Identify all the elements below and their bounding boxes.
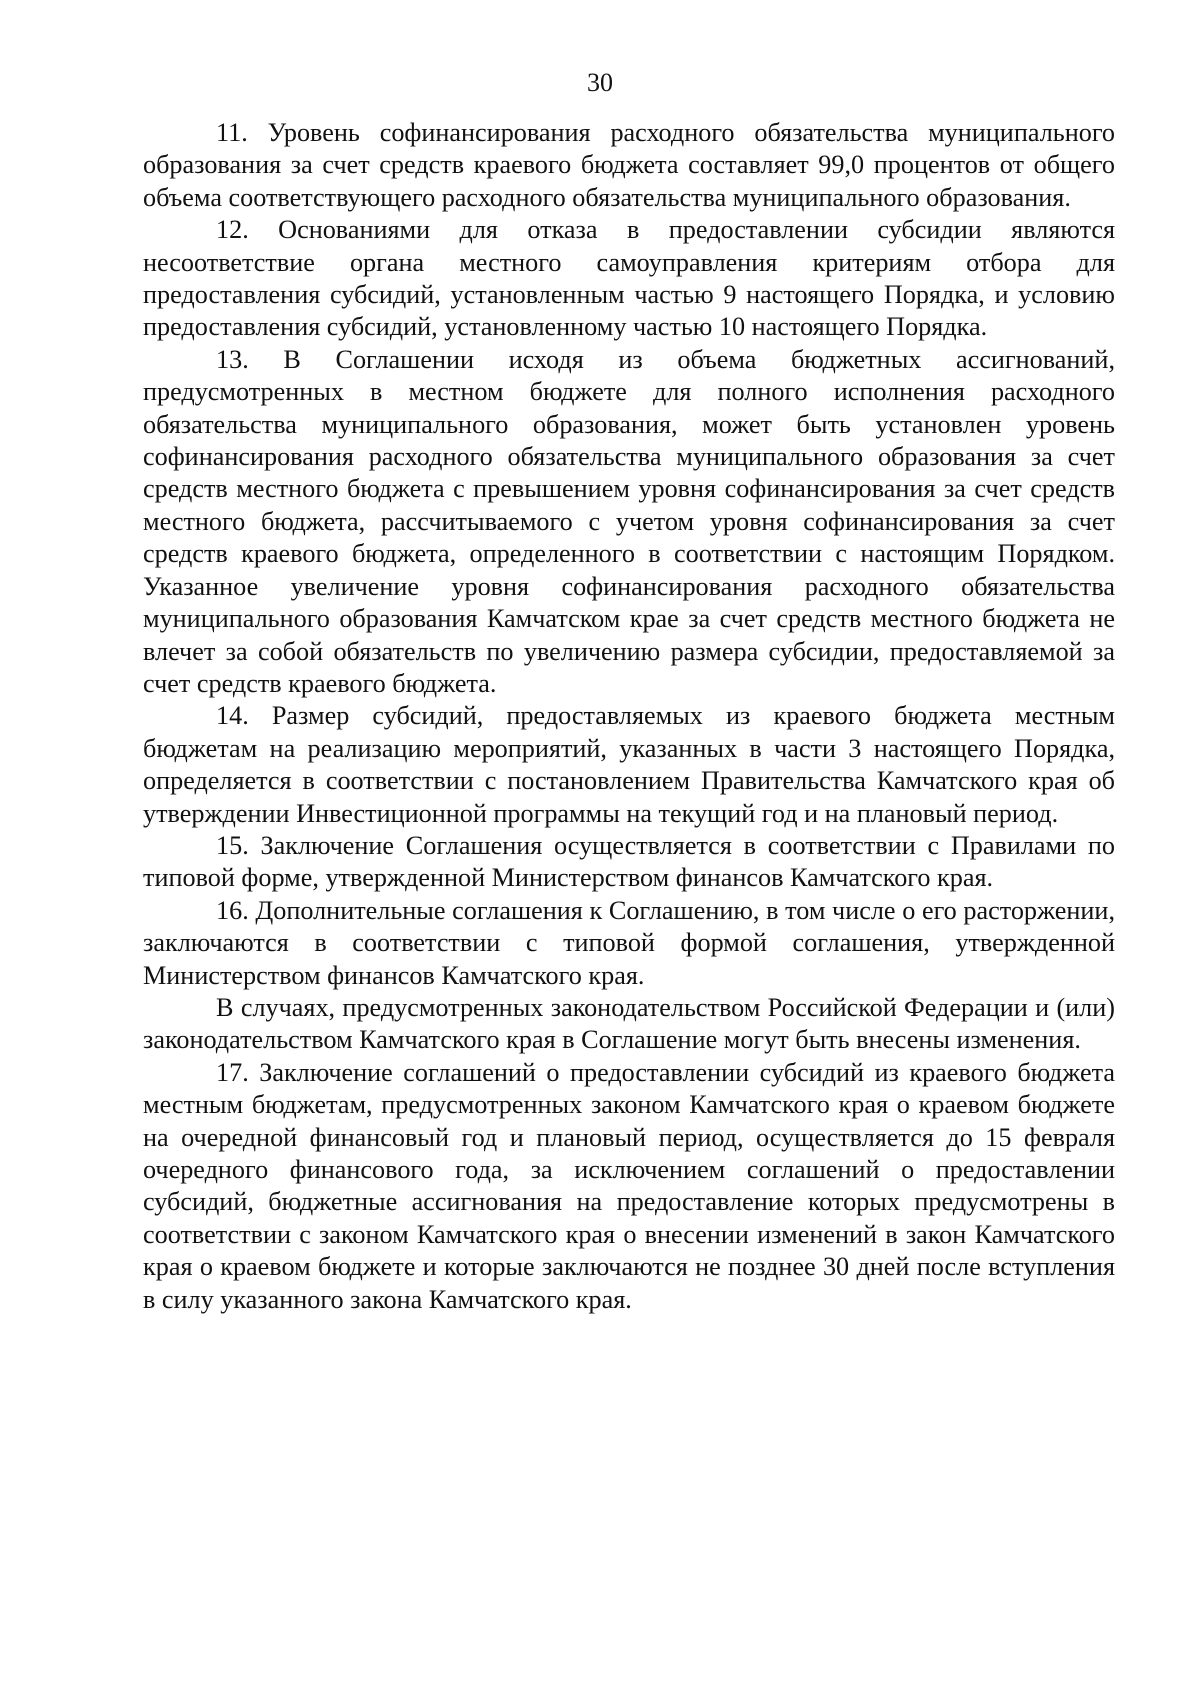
paragraph-15: 15. Заключение Соглашения осуществляется в соответствии с Правилами по типовой форме, утвержденной Министерством финансов Камчатского края. [143, 830, 1115, 893]
paragraph-17: 17. Заключение соглашений о предоставлении субсидий из краевого бюджета местным бюджетам, предусмотренных законом Камчатского края о краевом бюджете на очередной финансовый год и плановый период, осуществляется до 15 февраля очередного финансового года, за исключением соглашений о предоставлении субсидий, бюджетные ассигнования на предоставление которых предусмотрены в соответствии с законом Камчатского края о внесении изменений в закон Камчатского края о краевом бюджете и которые заключаются не позднее 30 дней после вступления в силу указанного закона Камчатского края. [143, 1057, 1115, 1314]
paragraph-14: 14. Размер субсидий, предоставляемых из краевого бюджета местным бюджетам на реализацию мероприятий, указанных в части 3 настоящего Порядка, определяется в соответствии с постановлением Правительства Камчатского края об утверждении Инвестиционной программы на текущий год и на плановый период. [143, 701, 1115, 828]
paragraph-11: 11. Уровень софинансирования расходного обязательства муниципального образования за счет средств краевого бюджета составляет 99,0 процентов от общего объема соответствующего расходного обязательства муниципального образования. [143, 118, 1115, 212]
paragraph-16-amendments: В случаях, предусмотренных законодательством Российской Федерации и (или) законодательством Камчатского края в Соглашение могут быть внесены изменения. [143, 992, 1115, 1055]
page-number: 30 [587, 68, 613, 97]
paragraph-16: 16. Дополнительные соглашения к Соглашению, в том числе о его расторжении, заключаются в соответствии с типовой формой соглашения, утвержденной Министерством финансов Камчатского края. [143, 895, 1115, 990]
paragraph-13: 13. В Соглашении исходя из объема бюджетных ассигнований, предусмотренных в местном бюджете для полного исполнения расходного обязательства муниципального образования, может быть установлен уровень софинансирования расходного обязательства муниципального образования за счет средств местного бюджета с превышением уровня софинансирования за счет средств местного бюджета, рассчитываемого с учетом уровня софинансирования за счет средств краевого бюджета, определенного в соответствии с настоящим Порядком. Указанное увеличение уровня софинансирования расходного обязательства муниципального образования Камчатском крае за счет средств местного бюджета не влечет за собой обязательств по увеличению размера субсидии, предоставляемой за счет средств краевого бюджета. [143, 344, 1115, 698]
document-body [143, 117, 1115, 1316]
paragraph-12: 12. Основаниями для отказа в предоставлении субсидии являются несоответствие органа местного самоуправления критериям отбора для предоставления субсидий, установленным частью 9 настоящего Порядка, и условию предоставления субсидий, установленному частью 10 настоящего Порядка. [143, 215, 1115, 342]
